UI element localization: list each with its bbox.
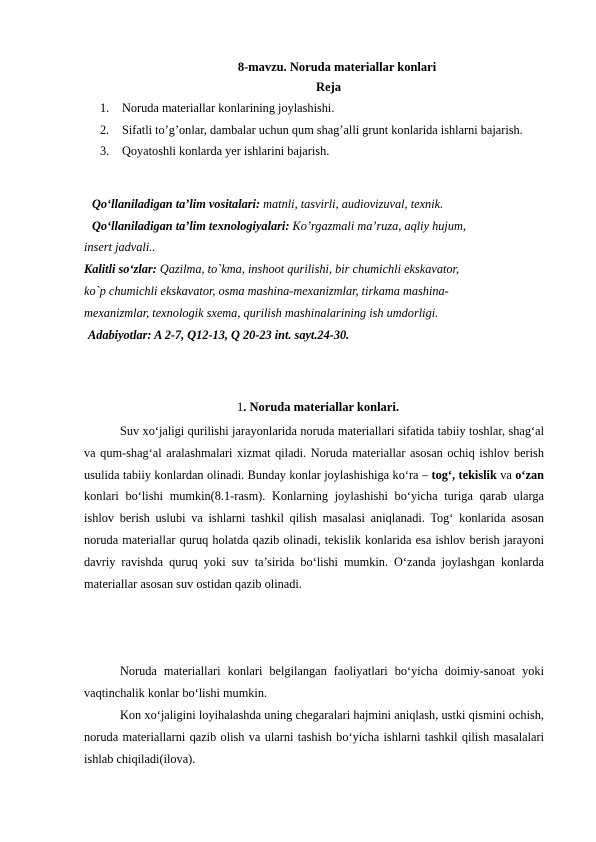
keywords-text-cont: mexanizmlar, texnologik sxema, qurilish mashinalarining ish umdorligi.: [84, 306, 439, 320]
plan-item: [100, 120, 542, 142]
plan-item: [100, 141, 540, 163]
keywords-text-cont: ko`p chumichli ekskavator, osma mashina-mexanizmlar, tirkama mashina-: [84, 284, 449, 298]
teaching-tech-text: Ko’rgazmali ma’ruza, aqliy hujum,: [289, 219, 466, 233]
teaching-tools-text: matnli, tasvirli, audiovizuval, texnik.: [260, 197, 444, 211]
teaching-tech-label: Qo‘llaniladigan ta’lim texnologiyalari:: [92, 219, 290, 233]
paragraph-bold-text: tog‘, tekislik: [431, 467, 497, 482]
section-heading: [0, 400, 596, 415]
section-heading-number: 1: [237, 400, 244, 414]
paragraph: [84, 421, 544, 595]
keywords-text: Qazilma, to`kma, inshoot qurilishi, bir chumichli ekskavator,: [156, 262, 460, 276]
teaching-tech-line: [92, 219, 466, 234]
plan-list: [100, 98, 540, 163]
plan-item-number: 1.: [100, 101, 110, 115]
teaching-tools-label: Qo‘llaniladigan ta’lim vositalari:: [92, 197, 261, 211]
keywords-label: Kalitli so‘zlar:: [84, 262, 157, 276]
paragraph-bold-text: o‘zan: [515, 467, 544, 482]
paragraph: Kon xo‘jaligini loyihalashda uning chegaralari hajmini aniqlash, ustki qismini ochish, noruda materiallarni qazib olish va ularni tashish bo‘yicha ishlarni tashkil qilish masalalari ishlab chiqiladi(ilova).: [84, 708, 544, 766]
paragraph-text: konlari bo‘lishi mumkin(8.1-rasm). Konlarning joylashishi bo‘yicha turiga qarab ularga ishlov berish uslubi va ishlarni tashkil qilish masalasi aniqlanadi. Tog‘ konlarida asosan noruda materiallar quruq holatda qazib olinadi, tekislik konlarida esa ishlov berish jarayoni davriy ravishda quruq yoki suv ta’sirida bo‘lishi mumkin. O‘zanda joylashgan konlarda materiallar asosan suv ostidan qazib olinadi.: [84, 489, 544, 591]
page-title: 8-mavzu. Noruda materiallar konlari: [237, 60, 437, 74]
paragraph: Noruda materiallari konlari belgilangan faoliyatlari bo‘yicha doimiy-sanoat yoki vaqtinchalik konlar bo‘lishi mumkin.: [84, 664, 544, 700]
plan-item-number: 3.: [100, 144, 110, 158]
paragraph-text: va: [496, 467, 516, 482]
keywords-line: [84, 262, 459, 277]
plan-item: [100, 98, 540, 120]
plan-item-text: Sifatli to’g’onlar, dambalar uchun qum shag’alli grunt konlarida ishlarni bajarish.: [122, 122, 523, 137]
plan-heading: Reja: [316, 80, 341, 94]
plan-item-number: 2.: [100, 122, 110, 137]
plan-item-text: Qoyatoshli konlarda yer ishlarini bajarish.: [122, 144, 330, 158]
section-heading-text: . Noruda materiallar konlari.: [243, 400, 399, 414]
teaching-tools-line: [92, 197, 443, 212]
references-line: Adabiyotlar: A 2-7, Q12-13, Q 20-23 int. sayt.24-30.: [88, 328, 350, 342]
paragraph-text: Suv xo‘jaligi qurilishi jarayonlarida noruda materiallari sifatida tabiiy toshlar, shag‘al va qum-shag‘al aralashmalari xizmat qiladi. Noruda materiallar asosan ochiq ishlov berish usulida tabiiy konlardan olinadi. Bunday konlar joylashishiga ko‘ra –: [84, 424, 544, 482]
plan-item-text: Noruda materiallar konlarining joylashishi.: [122, 101, 335, 115]
teaching-tech-text-cont: insert jadvali..: [84, 240, 156, 254]
